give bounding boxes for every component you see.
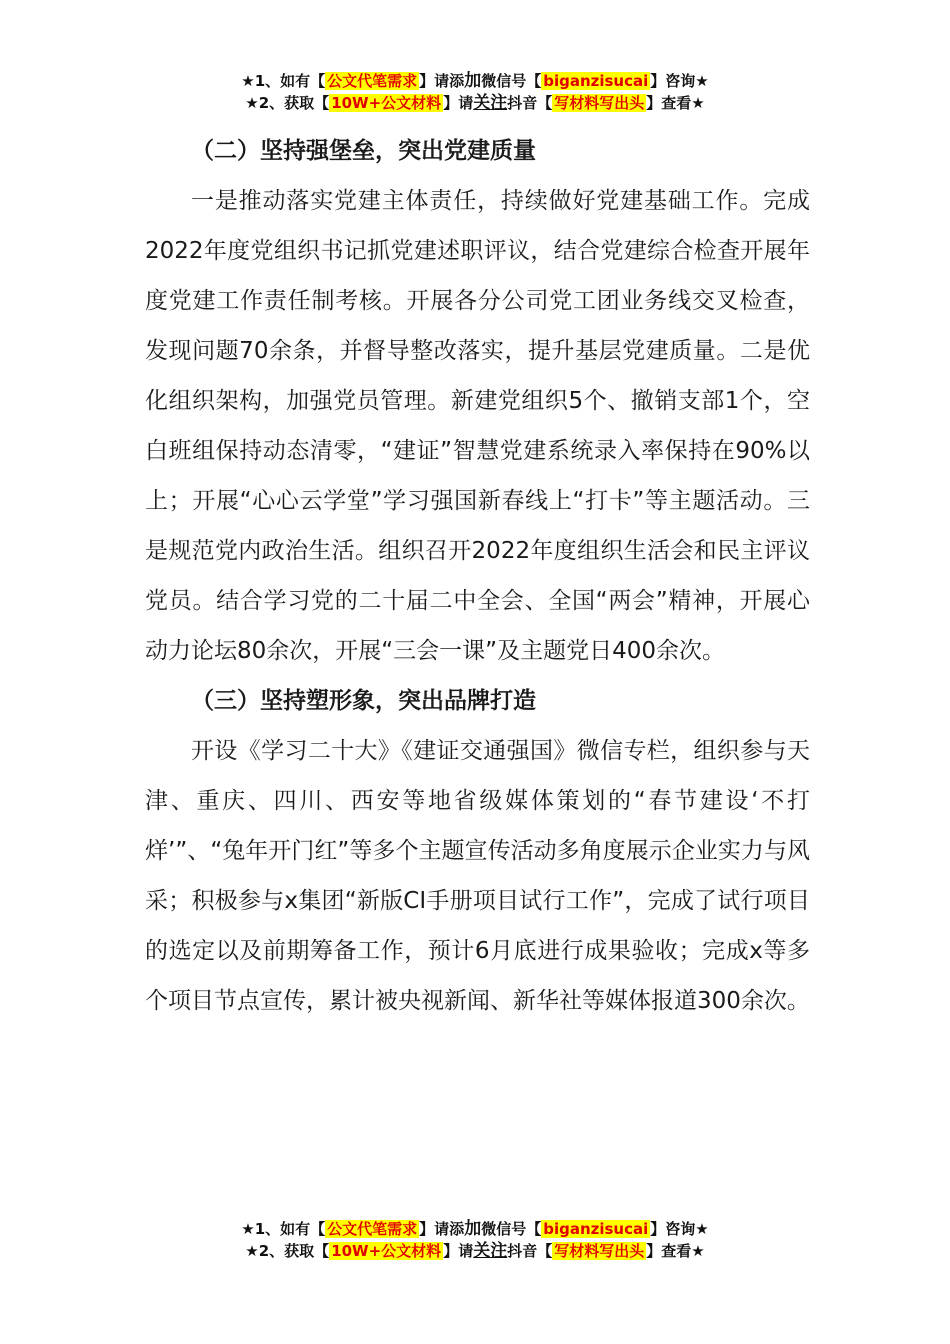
highlight-douyin: 写材料写出头	[554, 1242, 645, 1260]
highlight-wechat-id: biganzisucai	[543, 1220, 649, 1238]
highlight-materials: 10W+公文材料	[331, 1242, 442, 1260]
section-paragraph-2: 一是推动落实党建主体责任，持续做好党建基础工作。完成2022年度党组织书记抓党建述职评议，结合党建综合检查开展年度党建工作责任制考核。开展各分公司党工团业务线交叉检查，发现问题70余条，并督导整改落实，提升基层党建质量。二是优化组织架构，加强党员管理。新建党组织5个、撤销支部1个，空白班组保持动态清零，“建证”智慧党建系统录入率保持在90%以上；开展“心心云学堂”学习强国新春线上“打卡”等主题活动。三是规范党内政治生活。组织召开2022年度组织生活会和民主评议党员。结合学习党的二十届二中全会、全国“两会”精神，开展心动力论坛80余次，开展“三会一课”及主题党日400余次。	[145, 188, 810, 664]
footer-banner	[0, 1218, 950, 1262]
banner-line-1: ★1、如有【 公文代笔需求 】请添加微信号【 biganzisucai 】咨询★	[241, 1219, 709, 1239]
highlight-ghostwriting: 公文代笔需求	[327, 1220, 418, 1238]
document-body	[145, 126, 810, 1026]
highlight-wechat-id: biganzisucai	[543, 72, 649, 90]
highlight-materials: 10W+公文材料	[331, 94, 442, 112]
banner-line-2: ★2、获取【 10W+公文材料 】请关注抖音【 写材料写出头 】查看★	[245, 93, 705, 113]
highlight-douyin: 写材料写出头	[554, 94, 645, 112]
banner-line-1: ★1、如有【 公文代笔需求 】请添加微信号【 biganzisucai 】咨询★	[241, 71, 709, 91]
header-banner	[0, 70, 950, 114]
highlight-ghostwriting: 公文代笔需求	[327, 72, 418, 90]
section-heading-2: （二）坚持强堡垒，突出党建质量	[191, 138, 536, 164]
section-heading-3: （三）坚持塑形象，突出品牌打造	[191, 688, 536, 714]
section-paragraph-3: 开设《学习二十大》《建证交通强国》微信专栏，组织参与天津、重庆、四川、西安等地省级媒体策划的“春节建设‘不打烊’”、“兔年开门红”等多个主题宣传活动多角度展示企业实力与风采；积极参与x集团“新版CI手册项目试行工作”，完成了试行项目的选定以及前期筹备工作，预计6月底进行成果验收；完成x等多个项目节点宣传，累计被央视新闻、新华社等媒体报道300余次。	[145, 738, 810, 1014]
banner-line-2: ★2、获取【 10W+公文材料 】请关注抖音【 写材料写出头 】查看★	[245, 1241, 705, 1261]
